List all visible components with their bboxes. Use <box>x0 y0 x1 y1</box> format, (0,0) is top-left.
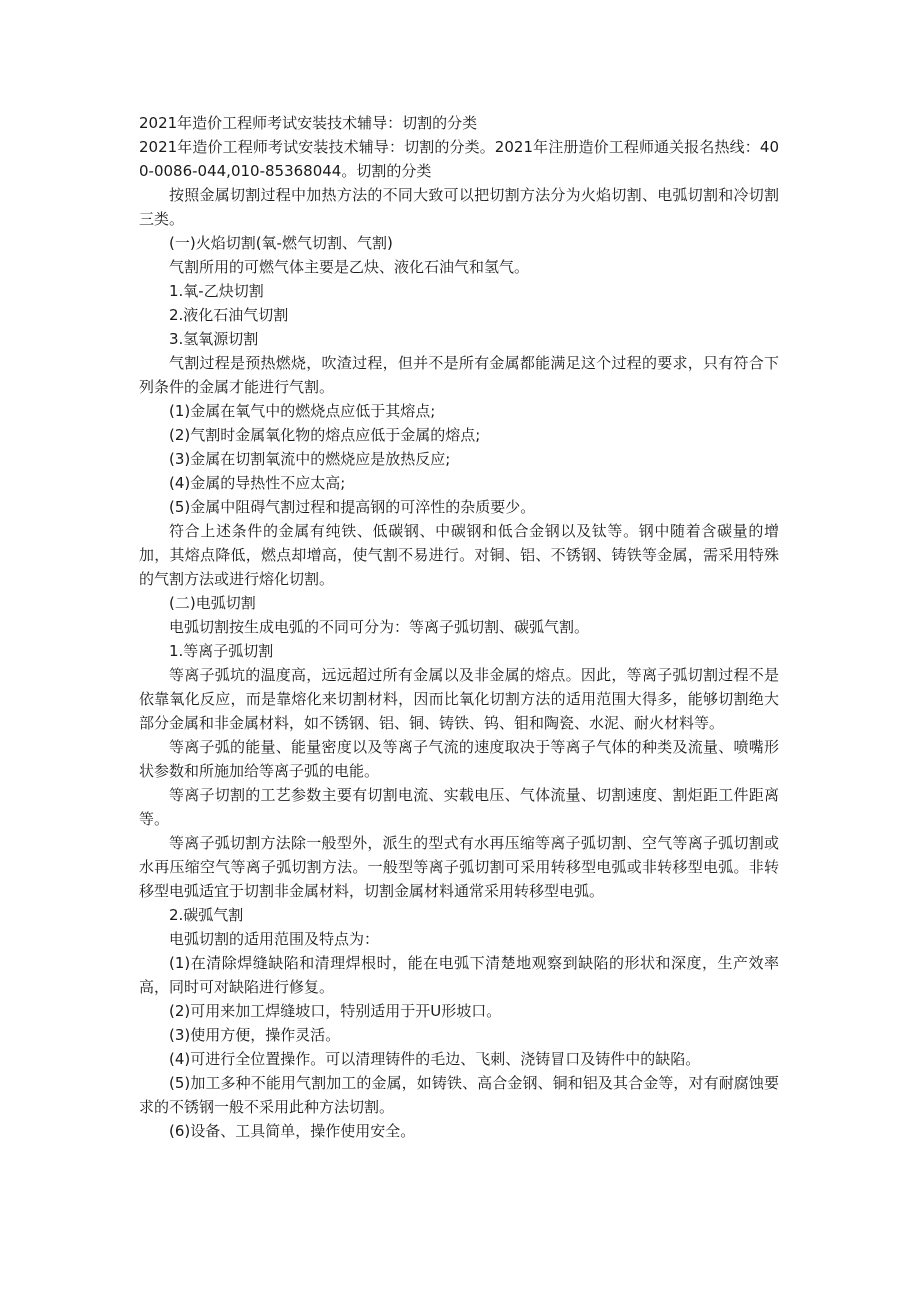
paragraph: (5)金属中阻碍气割过程和提高钢的可淬性的杂质要少。 <box>169 498 536 516</box>
paragraph: (4)可进行全位置操作。可以清理铸件的毛边、飞刺、浇铸冒口及铸件中的缺陷。 <box>169 1050 701 1068</box>
paragraph: (一)火焰切割(氧-燃气切割、气割) <box>169 234 393 252</box>
paragraph: 等离子弧的能量、能量密度以及等离子气流的速度取决于等离子气体的种类及流量、喷嘴形状参数和所施加给等离子弧的电能。 <box>139 738 779 780</box>
paragraph: (1)金属在氧气中的燃烧点应低于其熔点; <box>169 402 436 420</box>
paragraph: 等离子切割的工艺参数主要有切割电流、实载电压、气体流量、切割速度、割炬距工件距离等。 <box>139 786 779 828</box>
document-title: 2021年造价工程师考试安装技术辅导：切割的分类 <box>139 114 478 132</box>
paragraph: 电弧切割按生成电弧的不同可分为：等离子弧切割、碳弧气割。 <box>169 618 590 636</box>
paragraph: 3.氢氧源切割 <box>169 330 259 348</box>
paragraph: 1.氧-乙炔切割 <box>169 282 264 300</box>
paragraph: 等离子弧坑的温度高，远远超过所有金属以及非金属的熔点。因此，等离子弧切割过程不是依靠氧化反应，而是靠熔化来切割材料，因而比氧化切割方法的适用范围大得多，能够切割绝大部分金属和非金属材料，如不锈钢、铝、铜、铸铁、钨、钼和陶瓷、水泥、耐火材料等。 <box>139 666 779 732</box>
paragraph: (2)气割时金属氧化物的熔点应低于金属的熔点; <box>169 426 481 444</box>
paragraph: 1.等离子弧切割 <box>169 642 274 660</box>
paragraph: 符合上述条件的金属有纯铁、低碳钢、中碳钢和低合金钢以及钛等。钢中随着含碳量的增加，其熔点降低，燃点却增高，使气割不易进行。对铜、铝、不锈钢、铸铁等金属，需采用特殊的气割方法或进行熔化切割。 <box>139 522 779 588</box>
paragraph: 电弧切割的适用范围及特点为： <box>169 930 380 948</box>
paragraph: 2.碳弧气割 <box>169 906 244 924</box>
paragraph: (6)设备、工具简单，操作使用安全。 <box>169 1122 416 1140</box>
paragraph: (1)在清除焊缝缺陷和清理焊根时，能在电弧下清楚地观察到缺陷的形状和深度，生产效率高，同时可对缺陷进行修复。 <box>139 954 779 996</box>
paragraph: (3)金属在切割氧流中的燃烧应是放热反应; <box>169 450 451 468</box>
paragraph: (2)可用来加工焊缝坡口，特别适用于开U形坡口。 <box>169 1002 502 1020</box>
paragraph: (3)使用方便，操作灵活。 <box>169 1026 341 1044</box>
paragraph: 2.液化石油气切割 <box>169 306 289 324</box>
paragraph: (二)电弧切割 <box>169 594 256 612</box>
paragraph: 等离子弧切割方法除一般型外，派生的型式有水再压缩等离子弧切割、空气等离子弧切割或水再压缩空气等离子弧切割方法。一般型等离子弧切割可采用转移型电弧或非转移型电弧。非转移型电弧适宜于切割非金属材料，切割金属材料通常采用转移型电弧。 <box>139 834 779 900</box>
document-page <box>139 111 779 1143</box>
paragraph: (4)金属的导热性不应太高; <box>169 474 346 492</box>
paragraph: 按照金属切割过程中加热方法的不同大致可以把切割方法分为火焰切割、电弧切割和冷切割三类。 <box>139 186 779 228</box>
paragraph: 气割所用的可燃气体主要是乙炔、液化石油气和氢气。 <box>169 258 530 276</box>
paragraph: (5)加工多种不能用气割加工的金属，如铸铁、高合金钢、铜和铝及其合金等，对有耐腐蚀要求的不锈钢一般不采用此种方法切割。 <box>139 1074 779 1116</box>
paragraph: 气割过程是预热燃烧，吹渣过程，但并不是所有金属都能满足这个过程的要求，只有符合下列条件的金属才能进行气割。 <box>139 354 779 396</box>
paragraph: 2021年造价工程师考试安装技术辅导：切割的分类。2021年注册造价工程师通关报名热线：400-0086-044,010-85368044。切割的分类 <box>139 138 779 180</box>
